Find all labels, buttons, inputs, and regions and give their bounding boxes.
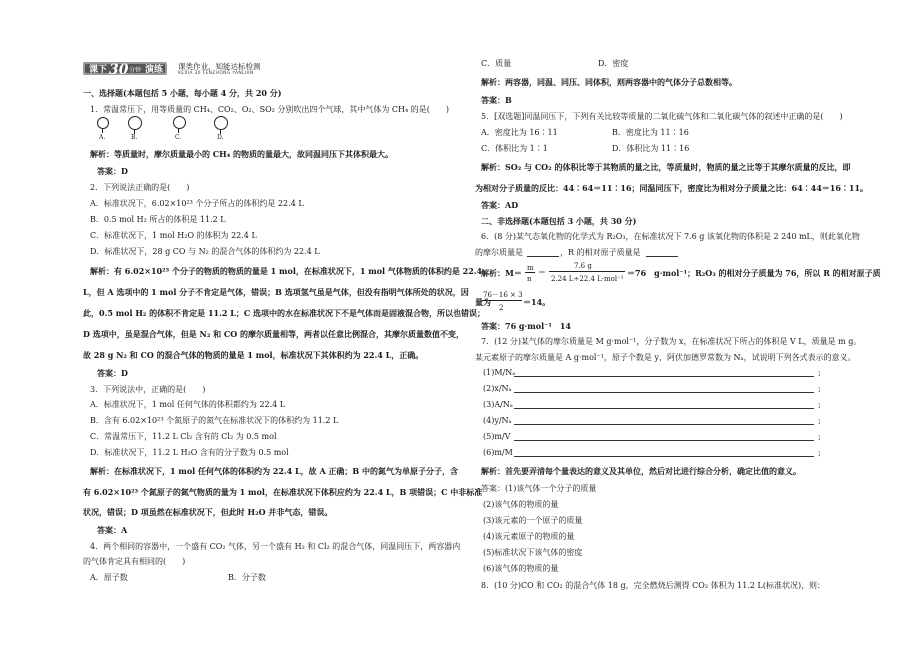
q6-answer: 答案：76 g·mol⁻¹ 14	[481, 321, 571, 331]
q2-explanation: 故 28 g N₂ 和 CO 的混合气体的物质的量是 1 mol，标准状况下其体积约为 22.4 L，正确。	[83, 350, 424, 360]
fraction-numerator: m	[527, 264, 534, 272]
fraction-denominator: n	[527, 275, 532, 283]
q7-item-end: ;	[818, 416, 821, 425]
q4-option-c: C．质量	[481, 59, 512, 68]
question-6: ，R 的相对原子质量是	[560, 248, 641, 257]
answer-blank	[514, 424, 814, 425]
q6-explanation: 量为	[475, 297, 491, 307]
balloon-string	[102, 129, 103, 133]
q7-answer: (5)标准状况下该气体的密度	[483, 548, 583, 557]
answer-blank	[514, 392, 814, 393]
q3-answer: 答案：A	[97, 525, 128, 535]
q4-option-d: D．密度	[598, 59, 629, 68]
balloon-label-b: B.	[131, 134, 138, 141]
q7-item: (1)M/Nₐ	[483, 368, 516, 377]
svg-text:分钟: 分钟	[129, 67, 142, 74]
q7-item-end: ;	[818, 368, 821, 377]
balloon-icon	[173, 116, 186, 129]
header-subtitle-en: KEXIA 30 FENZHONG YANLIAN	[178, 71, 254, 76]
q3-option-c: C．常温常压下，11.2 L Cl₂ 含有的 Cl₂ 为 0.5 mol	[90, 432, 277, 441]
q2-option-b: B．0.5 mol H₂ 所占的体积是 11.2 L	[90, 215, 226, 224]
q4-answer: 答案：B	[481, 95, 512, 105]
answer-blank	[514, 456, 814, 457]
q2-explanation: D 选项中，虽是混合气体，但是 N₂ 和 CO 的摩尔质量相等，两者以任意比例混合，其摩尔质量数值不变，	[83, 329, 465, 339]
q6-explanation: ＝14。	[523, 297, 551, 307]
header-subtitle: 课类作业，知能达标检测	[178, 62, 261, 71]
q5-option-d: D．体积比为 11∶16	[612, 144, 690, 153]
q3-option-a: A．标准状况下，1 mol 任何气体的体积都约为 22.4 L	[90, 400, 286, 409]
section-1-heading: 一、选择题(本题包括 5 小题，每小题 4 分，共 20 分)	[83, 88, 282, 98]
section-2-heading: 二、非选择题(本题包括 3 小题，共 30 分)	[481, 216, 637, 226]
q7-answer: 答案：(1)该气体一个分子的质量	[481, 484, 597, 493]
q5-option-c: C．体积比为 1∶1	[481, 144, 548, 153]
equals-sign: ＝	[538, 268, 546, 277]
q7-item-end: ;	[818, 384, 821, 393]
q7-answer: (3)该元素的一个原子的质量	[483, 516, 583, 525]
answer-blank	[514, 408, 814, 409]
fraction-bar	[482, 300, 522, 301]
q3-explanation: 有 6.02×10²³ 个氮原子的氮气物质的量为 1 mol，在标准状况下体积应约为 22.4 L，B 项错误；C 中非标准	[83, 487, 483, 497]
q7-answer: (4)该元素原子的物质的量	[483, 532, 575, 541]
svg-text:30: 30	[109, 62, 129, 77]
q6-explanation: 解析：M＝	[481, 268, 522, 278]
q4-option-b: B．分子数	[228, 573, 266, 582]
balloon-string	[178, 129, 179, 133]
fraction-numerator: 7.6 g	[574, 262, 592, 270]
question-3: 3．下列说法中，正确的是( )	[90, 385, 206, 394]
svg-text:课下: 课下	[89, 65, 108, 75]
q2-answer: 答案：D	[97, 368, 128, 378]
q1-answer: 答案：D	[97, 166, 128, 176]
question-6: 6．(8 分)某气态氧化物的化学式为 R₂O₃，在标准状况下 7.6 g 该氧化物的体积是 2 240 mL，则此氧化物	[481, 232, 860, 241]
q7-item-end: ;	[818, 448, 821, 457]
question-8: 8．(10 分)CO 和 CO₂ 的混合气体 18 g，完全燃烧后测得 CO₂ 体积为 11.2 L(标准状况)，则：	[481, 581, 826, 590]
q7-item-end: ;	[818, 432, 821, 441]
fraction-numerator: 76－16 × 3	[483, 291, 523, 299]
q6-explanation: ＝76 g·mol⁻¹；R₂O₃ 的相对分子质量为 76，所以 R 的相对原子质	[627, 268, 881, 278]
q7-answer: (2)该气体的物质的量	[483, 500, 559, 509]
section-logo	[83, 59, 169, 77]
question-2: 2．下列说法正确的是( )	[90, 183, 190, 192]
q7-explanation: 解析：首先要弄清每个量表达的意义及其单位，然后对比进行综合分析，确定比值的意义。	[481, 466, 801, 476]
fraction-denominator: 2	[499, 304, 504, 312]
balloon-icon	[128, 116, 142, 130]
q7-answer: (6)该气体的物质的量	[483, 564, 559, 573]
balloon-label-d: D.	[217, 134, 224, 141]
q2-option-a: A．标准状况下，6.02×10²³ 个分子所占的体积约是 22.4 L	[90, 199, 304, 208]
q7-item: (2)x/Nₐ	[483, 384, 512, 393]
q2-explanation: 此，0.5 mol H₂ 的体积不肯定是 11.2 L；C 选项中的水在标准状况下不是气体而是固液混合物，所以也错误；	[83, 308, 486, 318]
q3-explanation: 解析：在标准状况下，1 mol 任何气体的体积约为 22.4 L，故 A 正确；B 中的氮气为单原子分子，含	[90, 466, 458, 476]
q7-item: (6)m/M	[483, 448, 513, 457]
q5-explanation: 解析：SO₂ 与 CO₂ 的体积比等于其物质的量之比，等质量时，物质的量之比等于其摩尔质量的反比，即	[481, 162, 851, 172]
question-4: 4．两个相同的容器中，一个盛有 CO₂ 气体，另一个盛有 H₂ 和 Cl₂ 的混合气体，同温同压下，两容器内	[90, 542, 461, 551]
q2-option-d: D．标准状况下，28 g CO 与 N₂ 的混合气体的体积约为 22.4 L	[90, 247, 320, 256]
q2-explanation: L，但 A 选项中的 1 mol 分子不肯定是气体，错误；B 选项氢气虽是气体，但没有指明气体所处的状况，因	[83, 287, 469, 297]
q3-option-b: B．含有 6.02×10²³ 个氮原子的氮气在标准状况下的体积约为 11.2 L	[90, 416, 339, 425]
balloon-label-a: A.	[99, 134, 106, 141]
balloon-icon	[97, 117, 109, 129]
q7-item-end: ;	[818, 400, 821, 409]
fraction-bar	[525, 272, 535, 273]
fraction-denominator: 2.24 L÷22.4 L·mol⁻¹	[551, 275, 624, 283]
question-6: 的摩尔质量是	[475, 248, 523, 257]
answer-blank	[514, 376, 814, 377]
q7-item: (4)y/Nₐ	[483, 416, 512, 425]
q3-option-d: D．标准状况下，11.2 L H₂O 含有的分子数为 0.5 mol	[90, 448, 289, 457]
answer-blank	[646, 256, 678, 257]
q4-explanation: 解析：两容器，同温、同压、同体积，则两容器中的气体分子总数相等。	[481, 77, 737, 87]
answer-blank	[514, 440, 814, 441]
q4-option-a: A．原子数	[90, 573, 128, 582]
q5-option-b: B．密度比为 11∶16	[612, 128, 689, 137]
balloon-label-c: C.	[175, 134, 182, 141]
q7-item: (3)A/Nₐ	[483, 400, 513, 409]
question-5: 5．[双选题]同温同压下，下列有关比较等质量的二氧化硫气体和二氧化碳气体的叙述中正确的是( )	[481, 112, 843, 121]
svg-text:演练: 演练	[145, 65, 164, 75]
q5-option-a: A．密度比为 16∶11	[481, 128, 558, 137]
question-1: 1．常温常压下，用等质量的 CH₄、CO₂、O₂、SO₂ 分别吹出四个气球，其中气体为 CH₄ 的是( )	[90, 105, 450, 114]
q5-answer: 答案：AD	[481, 200, 519, 210]
q2-explanation: 解析：有 6.02×10²³ 个分子的物质的物质的量是 1 mol，在标准状况下，1 mol 气体物质的体积约是 22.4	[90, 266, 483, 276]
q2-option-c: C．标准状况下，1 mol H₂O 的体积为 22.4 L	[90, 231, 257, 240]
q3-explanation: 状况，错误；D 项虽然在标准状况下，但此时 H₂O 并非气态，错误。	[83, 507, 333, 517]
question-7: 7．(12 分)某气体的摩尔质量是 M g·mol⁻¹，分子数为 x，在标准状况下所占的体积是 V L，质量是 m g。	[481, 337, 862, 346]
fraction-bar	[549, 271, 625, 272]
question-7: 某元素原子的摩尔质量是 A g·mol⁻¹，原子个数是 y，阿伏加德罗常数为 Nₐ，试说明下列各式表示的意义。	[475, 353, 856, 362]
answer-blank	[527, 256, 559, 257]
question-4: 的气体肯定具有相同的( )	[83, 557, 186, 566]
q5-explanation: 为相对分子质量的反比：44∶64＝11∶16；同温同压下，密度比为相对分子质量之比：64∶44＝16∶11。	[475, 183, 869, 193]
balloon-icon	[214, 116, 228, 130]
q1-explanation: 解析：等质量时，摩尔质量最小的 CH₄ 的物质的量最大，故同温同压下其体积最大。	[90, 149, 393, 159]
q7-item: (5)m/V	[483, 432, 511, 441]
